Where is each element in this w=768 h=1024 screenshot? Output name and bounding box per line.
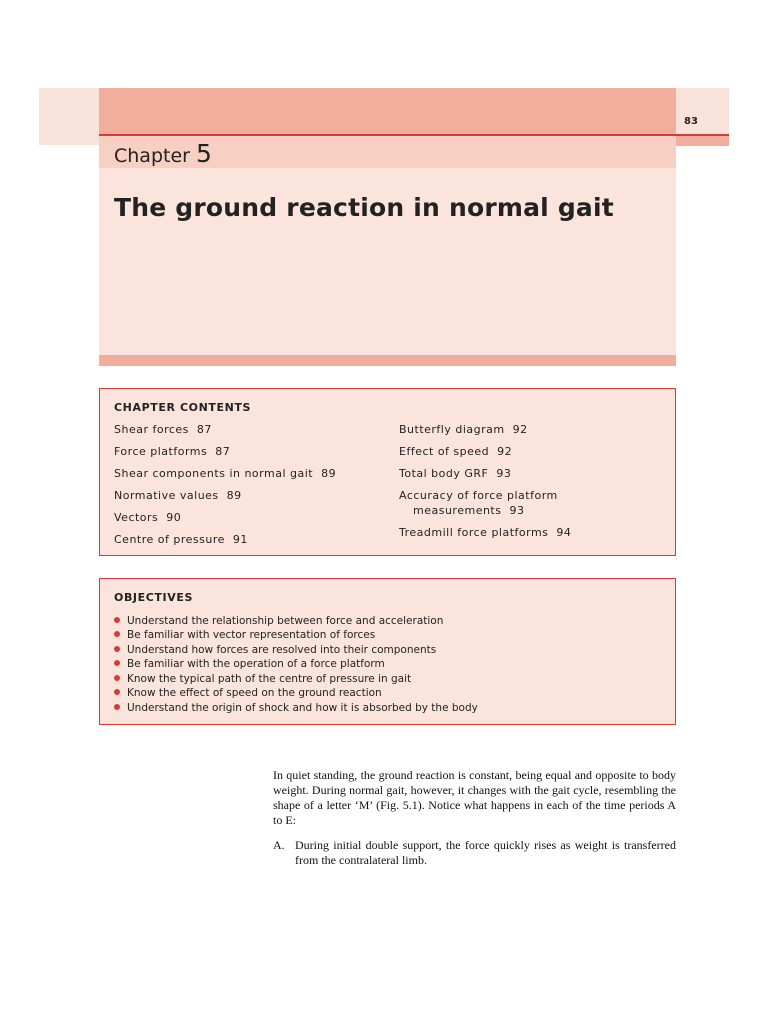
- bullet-icon: [114, 660, 120, 666]
- objective-item: Understand how forces are resolved into their components: [114, 643, 436, 657]
- bullet-icon: [114, 631, 120, 637]
- toc-item: Vectors 90: [114, 511, 182, 524]
- objectives-box: [99, 578, 676, 725]
- toc-item: Accuracy of force platform measurements 93: [399, 489, 558, 517]
- chapter-contents-box: [99, 388, 676, 556]
- chapter-word: Chapter: [114, 145, 190, 167]
- title-panel-bar: [99, 355, 676, 366]
- page-number: 83: [684, 116, 698, 127]
- list-item-a: [273, 838, 676, 868]
- bullet-icon: [114, 646, 120, 652]
- toc-item: Shear forces 87: [114, 423, 212, 436]
- toc-item: Force platforms 87: [114, 445, 231, 458]
- objective-item: Know the effect of speed on the ground reaction: [114, 686, 382, 700]
- bullet-icon: [114, 704, 120, 710]
- list-text: During initial double support, the force quickly rises as weight is transferred from the contralateral limb.: [295, 838, 676, 867]
- objective-item: Understand the relationship between force and acceleration: [114, 614, 443, 628]
- header-band-right: [676, 88, 729, 135]
- toc-item: Normative values 89: [114, 489, 242, 502]
- chapter-title: The ground reaction in normal gait: [114, 193, 614, 222]
- toc-item: Butterfly diagram 92: [399, 423, 528, 436]
- toc-item: Shear components in normal gait 89: [114, 467, 337, 480]
- chapter-label: [114, 141, 212, 169]
- bullet-icon: [114, 689, 120, 695]
- contents-heading: CHAPTER CONTENTS: [114, 401, 252, 414]
- toc-item: Treadmill force platforms 94: [399, 526, 572, 539]
- objective-item: Understand the origin of shock and how it is absorbed by the body: [114, 701, 478, 715]
- toc-item: Total body GRF 93: [399, 467, 512, 480]
- header-band-left: [39, 88, 99, 145]
- header-band: [99, 88, 676, 135]
- bullet-icon: [114, 675, 120, 681]
- toc-item: Centre of pressure 91: [114, 533, 248, 546]
- toc-item: Effect of speed 92: [399, 445, 513, 458]
- objective-item: Be familiar with vector representation of forces: [114, 628, 375, 642]
- chapter-number: 5: [196, 139, 212, 168]
- bullet-icon: [114, 617, 120, 623]
- objectives-heading: OBJECTIVES: [114, 591, 193, 604]
- list-marker: A.: [273, 838, 285, 852]
- intro-paragraph: In quiet standing, the ground reaction is constant, being equal and opposite to body weight. During normal gait, however, it changes with the gait cycle, resembling the shape of a letter ‘M’ (Fig. 5.1). Notice what happens in each of the time periods A to E:: [273, 768, 676, 827]
- objective-item: Know the typical path of the centre of pressure in gait: [114, 672, 411, 686]
- objective-item: Be familiar with the operation of a force platform: [114, 657, 385, 671]
- header-band-right-tab: [676, 135, 729, 146]
